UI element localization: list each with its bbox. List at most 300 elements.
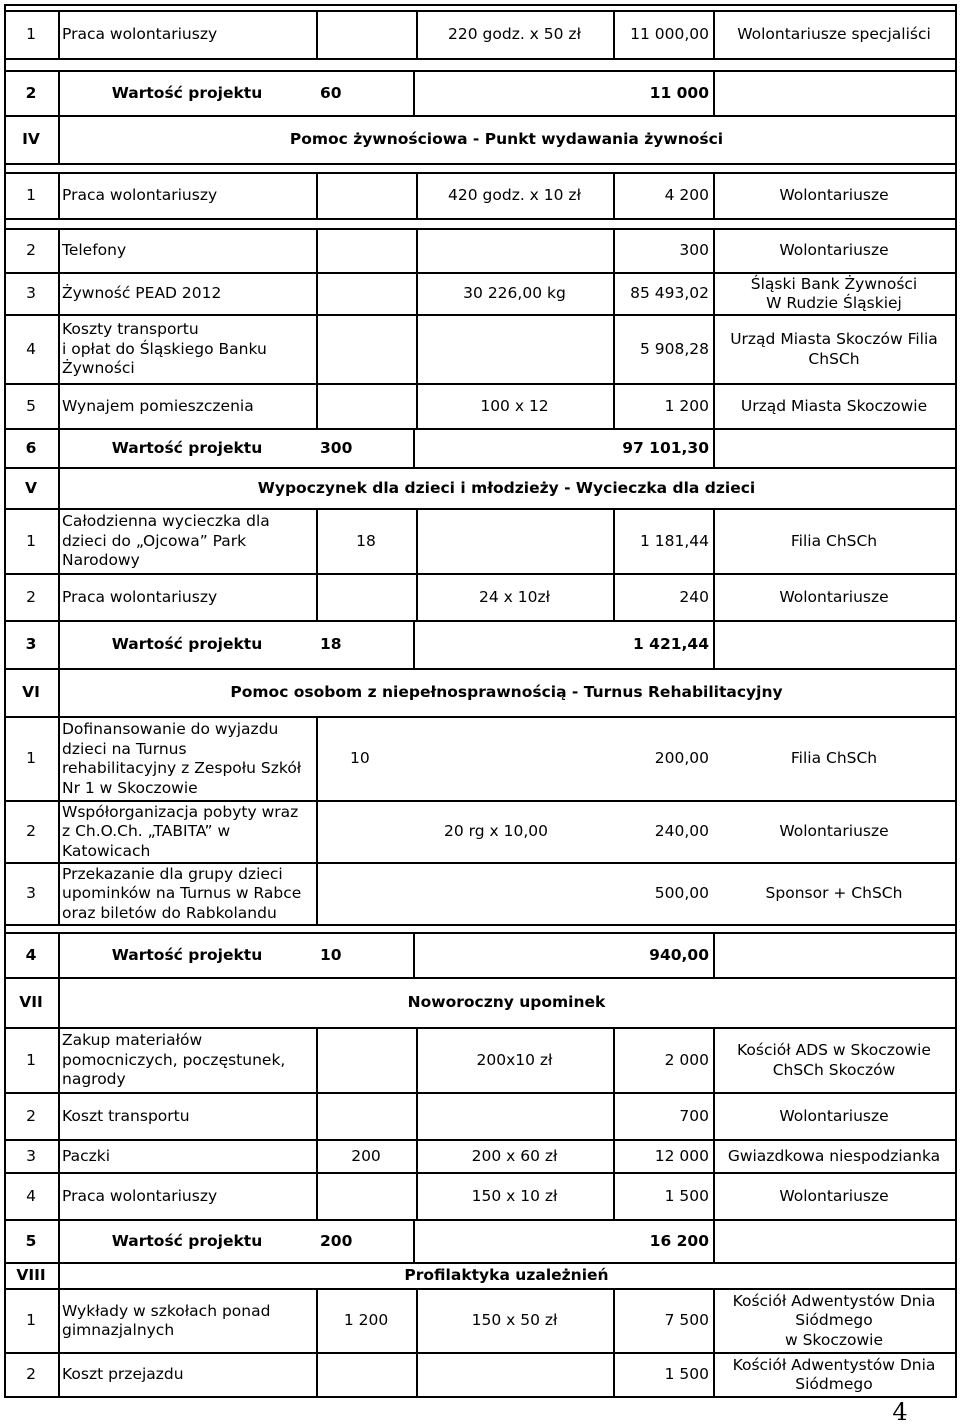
grid-line (613, 314, 615, 383)
row-source-line: Siódmego (795, 1311, 873, 1330)
row-name-line: Żywności (62, 359, 135, 378)
row-number (8, 1187, 54, 1207)
grid-line (316, 1092, 318, 1139)
row-source-line: Sponsor + ChSCh (765, 884, 903, 903)
row-number-line: 2 (26, 241, 36, 260)
grid-line (713, 1352, 715, 1396)
grid-line (4, 1092, 957, 1094)
total-participants (320, 1232, 409, 1252)
row-source (717, 822, 951, 842)
row-source-line: Gwiazdkowa niespodzianka (727, 1146, 941, 1165)
row-name (62, 25, 312, 45)
row-qty-line: 150 x 50 zł (471, 1311, 558, 1330)
grid-line (613, 228, 615, 272)
grid-line (58, 508, 60, 573)
section-title-line: Profilaktyka uzależnień (404, 1266, 609, 1285)
row-number-line: 2 (26, 1106, 36, 1125)
grid-line (613, 1352, 615, 1396)
row-name (62, 1365, 312, 1385)
grid-line (316, 716, 318, 800)
total-row-number (8, 635, 54, 655)
row-number (8, 1147, 54, 1167)
row-name (62, 720, 312, 798)
grid-line (4, 1396, 957, 1398)
row-number (8, 1365, 54, 1385)
grid-line (58, 668, 60, 716)
total-amount (617, 946, 709, 966)
row-qty-line: 200x10 zł (476, 1050, 553, 1069)
row-name-line: Praca wolontariuszy (62, 587, 218, 606)
row-amount-line: 500,00 (654, 884, 709, 903)
grid-line (713, 1027, 715, 1092)
grid-line (416, 172, 418, 218)
total-participants (320, 84, 409, 104)
section-title (62, 479, 951, 499)
grid-line (58, 314, 60, 383)
total-row-number (8, 84, 54, 104)
total-participants (320, 635, 409, 655)
grid-line (4, 172, 957, 174)
row-amount (617, 1311, 709, 1331)
section-number-line: IV (22, 130, 40, 149)
grid-line (4, 467, 957, 469)
grid-line (613, 383, 615, 428)
grid-line (58, 977, 60, 1027)
row-name-line: Wynajem pomieszczenia (62, 396, 254, 415)
row-name-line: Telefony (62, 241, 127, 260)
section-title-line: Pomoc żywnościowa - Punkt wydawania żywności (289, 130, 724, 149)
total-label-line: Wartość projektu (111, 635, 263, 654)
section-number-line: VII (19, 993, 43, 1012)
grid-line (713, 428, 715, 467)
grid-line (4, 163, 957, 165)
row-source (717, 1292, 951, 1351)
row-amount-line: 200,00 (654, 749, 709, 768)
row-name-line: Praca wolontariuszy (62, 1186, 218, 1205)
row-qty-line: 220 godz. x 50 zł (448, 25, 581, 44)
total-row-number-line: 6 (25, 438, 37, 457)
total-participants-line: 18 (320, 635, 342, 654)
row-name-line: oraz biletów do Rabkolandu (62, 903, 277, 922)
grid-line (416, 1172, 418, 1219)
row-name-line: Współorganizacja pobyty wraz (62, 802, 299, 821)
row-source-line: Filia ChSCh (790, 749, 878, 768)
total-amount-line: 16 200 (649, 1231, 709, 1250)
row-number (8, 1107, 54, 1127)
row-number (8, 588, 54, 608)
row-amount-line: 1 181,44 (639, 531, 709, 550)
row-source-line: Wolontariusze (779, 587, 889, 606)
row-name (62, 1107, 312, 1127)
section-number (8, 1266, 54, 1286)
row-source (717, 1356, 951, 1395)
grid-line (58, 932, 60, 977)
grid-line (316, 383, 318, 428)
total-row-number (8, 439, 54, 459)
section-number-line: VI (22, 683, 40, 702)
grid-line (613, 1139, 615, 1172)
total-participants-line: 60 (320, 83, 342, 102)
grid-line (413, 70, 415, 115)
row-name (62, 186, 312, 206)
row-name-line: Całodzienna wycieczka dla (62, 512, 270, 531)
grid-line (416, 272, 418, 314)
row-name-line: Zakup materiałów (62, 1031, 203, 1050)
row-amount-line: 7 500 (664, 1311, 709, 1330)
grid-line (58, 1027, 60, 1092)
row-number-line: 3 (26, 1146, 36, 1165)
row-number (8, 340, 54, 360)
row-name (62, 1147, 312, 1167)
grid-line (4, 70, 957, 72)
row-source-line: Wolontariusze (779, 1186, 889, 1205)
row-source (717, 1147, 951, 1167)
grid-line (58, 1092, 60, 1139)
grid-line (613, 1172, 615, 1219)
grid-line (4, 58, 957, 60)
grid-line (58, 115, 60, 163)
total-participants (320, 439, 409, 459)
grid-line (58, 1288, 60, 1352)
row-number (8, 884, 54, 904)
grid-line (4, 218, 957, 220)
grid-line (713, 573, 715, 620)
row-name (62, 320, 312, 379)
row-source (717, 884, 951, 904)
row-name-line: Koszt przejazdu (62, 1365, 184, 1384)
grid-line (613, 1092, 615, 1139)
section-title-line: Wypoczynek dla dzieci i młodzieży - Wycieczka dla dzieci (257, 478, 756, 497)
section-title-line: Pomoc osobom z niepełnosprawnością - Turnus Rehabilitacyjny (230, 683, 783, 702)
grid-line (416, 383, 418, 428)
grid-line (613, 172, 615, 218)
row-name-line: Wykłady w szkołach ponad (62, 1301, 271, 1320)
row-qty-line: 24 x 10zł (478, 587, 550, 606)
section-number-line: VIII (16, 1266, 46, 1285)
grid-line (4, 428, 957, 430)
row-name-line: Paczki (62, 1146, 111, 1165)
row-participants-line: 200 (351, 1146, 381, 1165)
row-name-line: Dofinansowanie do wyjazdu (62, 720, 279, 738)
row-source (717, 532, 951, 552)
row-number-line: 1 (26, 1050, 36, 1069)
grid-line (4, 977, 957, 979)
total-row-number-line: 4 (25, 945, 37, 964)
grid-line (613, 1288, 615, 1352)
grid-line (416, 228, 418, 272)
grid-line (4, 573, 957, 575)
total-row-number (8, 1232, 54, 1252)
grid-line (316, 862, 318, 924)
grid-line (58, 1219, 60, 1262)
grid-line (713, 1139, 715, 1172)
row-source (717, 1041, 951, 1080)
row-source-line: ChSCh Skoczów (772, 1060, 896, 1079)
row-amount (617, 588, 709, 608)
row-source (717, 275, 951, 314)
grid-line (713, 172, 715, 218)
row-number (8, 241, 54, 261)
grid-line (316, 1288, 318, 1352)
grid-line (4, 228, 957, 230)
grid-line (4, 115, 957, 117)
row-name (62, 803, 312, 862)
row-source (717, 241, 951, 261)
grid-line (316, 1352, 318, 1396)
grid-line (713, 1092, 715, 1139)
row-source-line: Śląski Bank Żywności (750, 274, 918, 293)
total-amount (617, 84, 709, 104)
grid-line (413, 428, 415, 467)
row-amount (617, 340, 709, 360)
total-amount (617, 635, 709, 655)
grid-line (4, 1262, 957, 1264)
row-qty (420, 1311, 609, 1331)
grid-line (613, 573, 615, 620)
row-name (62, 1187, 312, 1207)
grid-line (416, 1139, 418, 1172)
row-number-line: 4 (26, 1186, 36, 1205)
row-number-line: 2 (26, 822, 36, 841)
row-amount (617, 186, 709, 206)
grid-line (416, 10, 418, 58)
grid-line (316, 800, 318, 862)
row-participants-line: 18 (356, 531, 376, 550)
total-label-line: Wartość projektu (111, 945, 263, 964)
row-source-line: w Skoczowie (784, 1330, 883, 1349)
grid-line (416, 1027, 418, 1092)
row-amount (617, 284, 709, 304)
row-amount (617, 397, 709, 417)
grid-line (316, 1027, 318, 1092)
row-name-line: dzieci do „Ojcowa” Park (62, 531, 247, 550)
row-number-line: 1 (26, 186, 36, 205)
grid-line (4, 800, 957, 802)
grid-line (316, 272, 318, 314)
row-qty (420, 588, 609, 608)
grid-line (58, 1262, 60, 1288)
grid-line (713, 70, 715, 115)
row-qty-line: 30 226,00 kg (463, 284, 566, 303)
section-title (62, 1266, 951, 1286)
row-number-line: 1 (26, 25, 36, 44)
grid-line (416, 314, 418, 383)
row-number-line: 3 (26, 284, 36, 303)
row-qty-line: 100 x 12 (480, 396, 549, 415)
grid-line (4, 1352, 957, 1354)
row-amount-line: 1 500 (664, 1186, 709, 1205)
grid-line (316, 10, 318, 58)
total-label-line: Wartość projektu (111, 438, 263, 457)
total-label (62, 635, 312, 655)
row-name-line: Praca wolontariuszy (62, 25, 218, 44)
row-number-line: 1 (26, 749, 36, 768)
grid-line (413, 1219, 415, 1262)
row-number (8, 1311, 54, 1331)
grid-line (4, 508, 957, 510)
row-amount (617, 884, 709, 904)
row-amount-line: 1 200 (664, 396, 709, 415)
row-source (717, 1187, 951, 1207)
total-amount (617, 1232, 709, 1252)
grid-line (58, 172, 60, 218)
page-number: 4 (892, 1398, 908, 1426)
row-number (8, 749, 54, 769)
grid-line (713, 932, 715, 977)
row-name-line: Koszty transportu (62, 320, 199, 339)
row-participants (320, 1311, 412, 1331)
row-name-line: i opłat do Śląskiego Banku (62, 339, 267, 358)
row-source-line: Wolontariusze (779, 822, 889, 841)
grid-line (713, 1219, 715, 1262)
row-qty-line: 420 godz. x 10 zł (448, 186, 581, 205)
row-name-line: Żywność PEAD 2012 (62, 284, 222, 303)
row-amount-line: 5 908,28 (639, 339, 709, 358)
row-amount (617, 1365, 709, 1385)
grid-line (4, 1027, 957, 1029)
section-title-line: Noworoczny upominek (407, 993, 606, 1012)
row-name (62, 241, 312, 261)
grid-line (4, 314, 957, 316)
row-number-line: 2 (26, 1365, 36, 1384)
total-amount-line: 97 101,30 (622, 438, 709, 457)
grid-line (613, 1027, 615, 1092)
row-name-line: Praca wolontariuszy (62, 186, 218, 205)
grid-line (416, 1352, 418, 1396)
row-name-line: z Ch.O.Ch. „TABITA” w (62, 822, 231, 841)
row-amount (617, 241, 709, 261)
section-number (8, 993, 54, 1013)
total-amount-line: 1 421,44 (633, 635, 709, 654)
grid-line (58, 573, 60, 620)
row-source-line: W Rudzie Śląskiej (766, 294, 902, 312)
grid-line (416, 508, 418, 573)
row-name (62, 397, 312, 417)
grid-line (713, 314, 715, 383)
grid-line (58, 383, 60, 428)
row-number (8, 397, 54, 417)
grid-line (613, 10, 615, 58)
grid-line (613, 508, 615, 573)
row-name-line: nagrody (62, 1070, 126, 1089)
row-qty (420, 186, 609, 206)
grid-line (4, 1219, 957, 1221)
grid-line (4, 383, 957, 385)
grid-line (58, 467, 60, 508)
row-amount-line: 1 500 (664, 1365, 709, 1384)
total-label (62, 84, 312, 104)
total-row-number-line: 5 (25, 1231, 37, 1250)
grid-line (613, 272, 615, 314)
row-number-line: 2 (26, 587, 36, 606)
row-amount-line: 240 (679, 587, 709, 606)
row-source-line: Wolontariusze (779, 186, 889, 205)
row-name-line: pomocniczych, poczęstunek, (62, 1050, 286, 1069)
row-qty (444, 822, 616, 842)
row-participants (320, 532, 412, 552)
grid-line (58, 1352, 60, 1396)
grid-line (4, 716, 957, 718)
grid-line (316, 1172, 318, 1219)
grid-line (4, 10, 957, 12)
row-number-line: 1 (26, 1311, 36, 1330)
row-name (62, 1302, 312, 1341)
row-name-line: Katowicach (62, 841, 151, 860)
row-name (62, 865, 312, 924)
grid-line (316, 314, 318, 383)
row-amount-line: 2 000 (664, 1050, 709, 1069)
row-source-line: Siódmego (795, 1375, 873, 1393)
total-label (62, 946, 312, 966)
row-amount (617, 1147, 709, 1167)
row-number (8, 532, 54, 552)
row-number (8, 186, 54, 206)
grid-line (4, 4, 957, 6)
total-participants-line: 200 (320, 1231, 353, 1250)
row-qty (420, 397, 609, 417)
row-source-line: Wolontariusze (779, 241, 889, 260)
total-label-line: Wartość projektu (111, 1231, 263, 1250)
row-qty (420, 1051, 609, 1071)
grid-line (413, 932, 415, 977)
row-number-line: 3 (26, 884, 36, 903)
row-name (62, 588, 312, 608)
grid-line (58, 620, 60, 668)
row-qty (420, 1147, 609, 1167)
row-name-line: Narodowy (62, 551, 140, 570)
total-label (62, 439, 312, 459)
row-qty-line: 150 x 10 zł (471, 1186, 558, 1205)
grid-line (316, 228, 318, 272)
row-source-line: Urząd Miasta Skoczów Filia (730, 330, 938, 348)
grid-line (713, 272, 715, 314)
total-label (62, 1232, 312, 1252)
row-amount-line: 12 000 (654, 1146, 709, 1165)
row-qty (420, 25, 609, 45)
row-source-line: Kościół ADS w Skoczowie (737, 1041, 931, 1059)
total-amount-line: 11 000 (649, 83, 709, 102)
grid-line (4, 1288, 957, 1290)
row-source (717, 749, 951, 769)
total-participants-line: 300 (320, 438, 353, 457)
row-source-line: ChSCh (808, 349, 860, 368)
row-amount (617, 749, 709, 769)
row-source (717, 397, 951, 417)
row-source (717, 330, 951, 369)
section-title (62, 993, 951, 1013)
grid-line (4, 620, 957, 622)
row-source (717, 186, 951, 206)
grid-line (416, 573, 418, 620)
row-name (62, 1031, 312, 1090)
row-number (8, 284, 54, 304)
row-name (62, 512, 312, 571)
row-source-line: Kościół Adwentystów Dnia (732, 1291, 936, 1310)
row-number (8, 822, 54, 842)
row-amount-line: 4 200 (664, 186, 709, 205)
grid-line (413, 620, 415, 668)
row-amount (617, 1051, 709, 1071)
section-number-line: V (25, 478, 37, 497)
grid-line (416, 1288, 418, 1352)
total-label-line: Wartość projektu (111, 83, 263, 102)
section-number (8, 479, 54, 499)
section-title (62, 683, 951, 703)
grid-line (58, 862, 60, 924)
grid-line (58, 70, 60, 115)
section-number (8, 130, 54, 150)
total-participants (320, 946, 409, 966)
